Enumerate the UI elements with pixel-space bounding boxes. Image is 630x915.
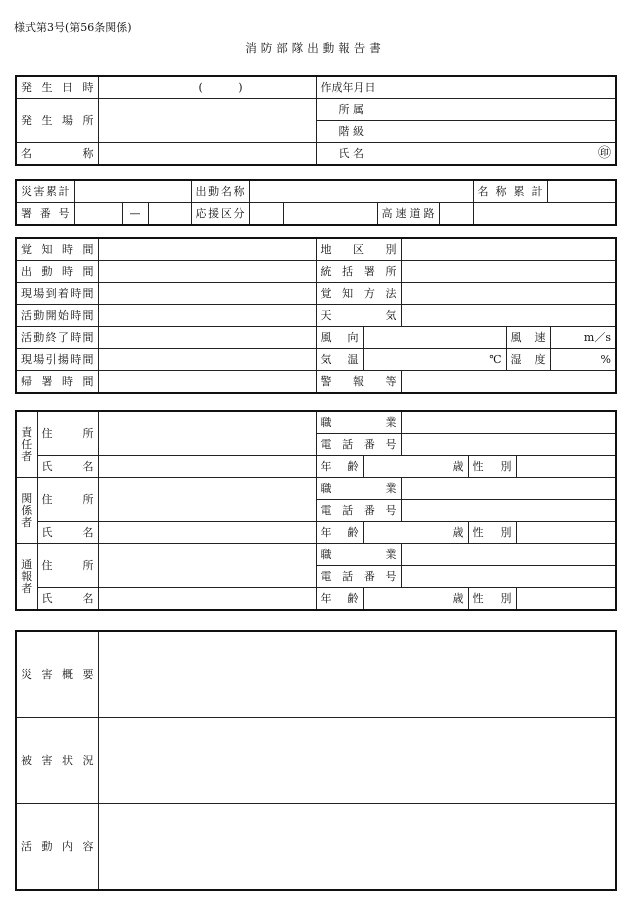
humidity-unit: % [600,352,611,366]
cumulative-disaster-field[interactable] [74,180,191,203]
occupation-label: 職 業 [316,478,401,500]
row-label: 活動終了時間 [16,327,98,349]
name-label: 名 称 [16,143,98,166]
occurrence-datetime-field[interactable] [98,76,316,99]
wind-direction-label: 風 向 [316,327,363,349]
table-row [16,305,616,327]
name-field[interactable] [98,522,316,544]
table-row [16,180,616,203]
sex-label: 性 別 [468,588,516,611]
sex-field[interactable] [516,588,616,611]
name-field[interactable] [98,456,316,478]
table-row [16,522,616,544]
phone-label: 電 話 番 号 [316,434,401,456]
group-label-reporter: 通報者 [16,544,37,611]
table-row [16,804,616,891]
humidity-field[interactable] [550,349,616,371]
row-field[interactable] [98,238,316,261]
wind-speed-label: 風 速 [506,327,550,349]
temperature-field[interactable] [363,349,506,371]
name-label: 氏 名 [37,522,98,544]
age-field[interactable] [363,456,468,478]
humidity-label: 湿 度 [506,349,550,371]
row-label: 帰 署 時 間 [16,371,98,394]
occupation-field[interactable] [401,411,616,434]
affiliation-field[interactable] [401,99,616,121]
wind-direction-field[interactable] [363,327,506,349]
age-label: 年 齢 [316,456,363,478]
wind-speed-field[interactable] [550,327,616,349]
address-field[interactable] [98,544,316,588]
expressway-label: 高速道路 [377,203,439,226]
dispatch-name-label: 出動名称 [191,180,249,203]
name-field[interactable] [98,143,316,166]
phone-field[interactable] [401,566,616,588]
cumulative-disaster-label: 災害累計 [16,180,74,203]
disaster-summary-field[interactable] [98,631,616,718]
occurrence-datetime-label: 発 生 日 時 [16,76,98,99]
temp-unit: ℃ [489,352,502,366]
narrative-table [15,630,617,891]
table-row [16,588,616,611]
occupation-label: 職 業 [316,411,401,434]
occupation-field[interactable] [401,478,616,500]
row-label: 覚 知 方 法 [316,283,401,305]
row-field[interactable] [98,327,316,349]
table-row [16,261,616,283]
damage-status-label: 被 害 状 況 [16,718,98,804]
group-label-related: 関係者 [16,478,37,544]
support-category-label: 応援区分 [191,203,249,226]
created-date-label: 作成年月日 [320,80,376,94]
disaster-summary-label: 災 害 概 要 [16,631,98,718]
support-category-field-1[interactable] [249,203,283,226]
row-field[interactable] [98,305,316,327]
station-number-dash: — [122,203,148,226]
occupation-label: 職 業 [316,544,401,566]
expressway-extra-field[interactable] [473,203,616,226]
table-row [16,283,616,305]
age-unit: 歳 [452,591,464,605]
group-label-responsible: 責任者 [16,411,37,478]
persons-table [15,410,617,611]
full-name-label: 氏 名 [316,143,401,166]
table-row [16,718,616,804]
rank-field[interactable] [401,121,616,143]
phone-label: 電 話 番 号 [316,500,401,522]
address-label: 住 所 [37,411,98,456]
activity-content-field[interactable] [98,804,616,891]
temperature-label: 気 温 [316,349,363,371]
row-field[interactable] [401,261,616,283]
age-field[interactable] [363,588,468,611]
row-field[interactable] [401,305,616,327]
address-label: 住 所 [37,544,98,588]
full-name-field[interactable] [401,143,616,166]
wind-unit: m／s [583,330,611,344]
address-field[interactable] [98,411,316,456]
affiliation-label: 所 属 [316,99,401,121]
damage-status-field[interactable] [98,718,616,804]
name-label: 氏 名 [37,588,98,611]
sex-label: 性 別 [468,456,516,478]
time-table [15,237,617,394]
name-label: 氏 名 [37,456,98,478]
row-label: 統 括 署 所 [316,261,401,283]
occurrence-place-field[interactable] [98,99,316,143]
form-number: 様式第3号(第56条関係) [14,21,132,34]
row-label: 天 気 [316,305,401,327]
name-cumulative-label: 名称累計 [473,180,547,203]
rank-label: 階 級 [316,121,401,143]
row-label: 警 報 等 [316,371,401,394]
row-field[interactable] [401,238,616,261]
table-row [16,203,616,226]
paren-open: ( [198,80,203,94]
age-unit: 歳 [452,525,464,539]
row-field[interactable] [401,371,616,394]
activity-content-label: 活 動 内 容 [16,804,98,891]
dispatch-name-field[interactable] [249,180,473,203]
table-row [16,349,616,371]
address-label: 住 所 [37,478,98,522]
document-title: 消防部隊出動報告書 [245,41,385,55]
row-label: 活動開始時間 [16,305,98,327]
row-field[interactable] [401,283,616,305]
sex-field[interactable] [516,522,616,544]
sex-label: 性 別 [468,522,516,544]
occurrence-table [15,75,617,166]
address-field[interactable] [98,478,316,522]
row-label: 覚 知 時 間 [16,238,98,261]
row-label: 現場引揚時間 [16,349,98,371]
table-row [16,544,616,566]
age-label: 年 齢 [316,522,363,544]
table-row [16,143,616,166]
table-row [16,411,616,434]
row-label: 出 動 時 間 [16,261,98,283]
row-field[interactable] [98,349,316,371]
name-cumulative-field[interactable] [547,180,616,203]
row-label: 現場到着時間 [16,283,98,305]
row-field[interactable] [98,261,316,283]
row-field[interactable] [98,283,316,305]
table-row [16,99,616,121]
row-field[interactable] [98,371,316,394]
table-row [16,456,616,478]
paren-close: ) [238,80,243,94]
table-row [16,238,616,261]
created-date-field[interactable] [316,76,616,99]
occupation-field[interactable] [401,544,616,566]
sex-field[interactable] [516,456,616,478]
phone-field[interactable] [401,500,616,522]
name-field[interactable] [98,588,316,611]
support-category-field-2[interactable] [283,203,377,226]
dispatch-table [15,179,617,226]
age-unit: 歳 [452,459,464,473]
occurrence-place-label: 発 生 場 所 [16,99,98,143]
expressway-field[interactable] [439,203,473,226]
table-row [16,478,616,500]
age-field[interactable] [363,522,468,544]
table-row [16,327,616,349]
station-number-field-2[interactable] [148,203,191,226]
row-label: 地 区 別 [316,238,401,261]
table-row [16,631,616,718]
phone-label: 電 話 番 号 [316,566,401,588]
station-number-field-1[interactable] [74,203,122,226]
age-label: 年 齢 [316,588,363,611]
table-row [16,76,616,99]
phone-field[interactable] [401,434,616,456]
seal-mark: ㊞ [597,145,611,161]
station-number-label: 署 番 号 [16,203,74,226]
table-row [16,371,616,394]
